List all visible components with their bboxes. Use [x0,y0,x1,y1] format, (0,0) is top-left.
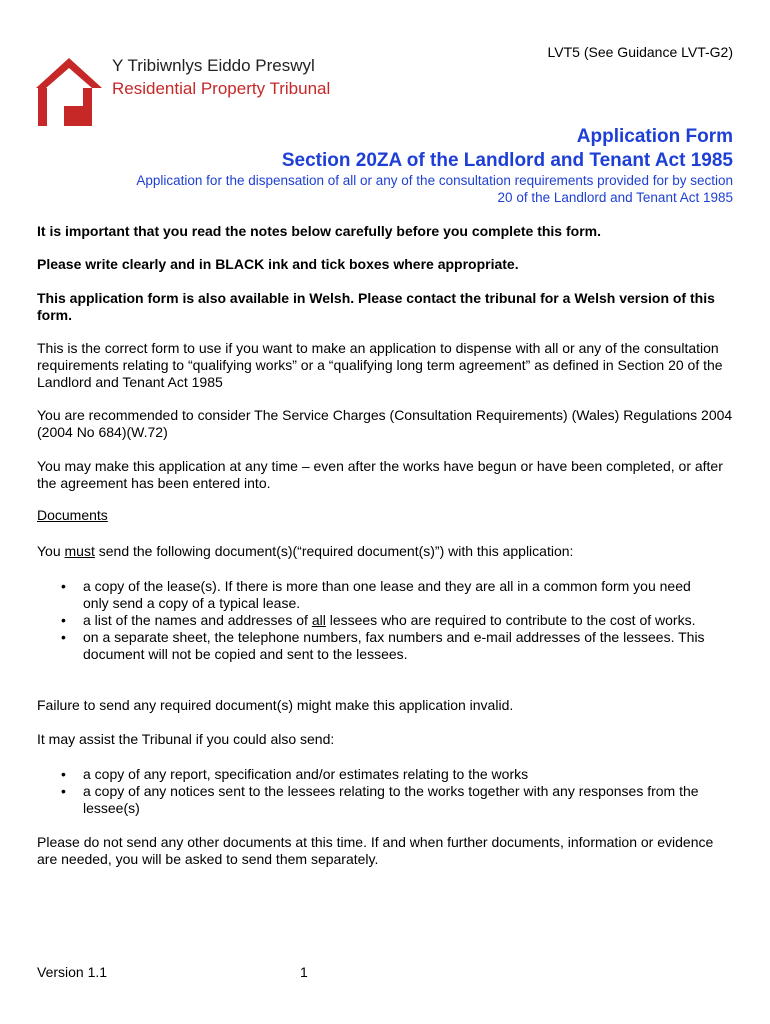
documents-heading: Documents [37,507,108,523]
required-documents-list [57,578,717,663]
form-title: Application Form [576,126,733,147]
logo-right-wall [83,88,92,126]
list-item: • a copy of the lease(s). If there is more than one lease and they are all in a common form you need only send a copy of a typical lease. [57,578,717,612]
documents-must-send [37,543,737,560]
list-item: • a copy of any notices sent to the lessees relating to the works together with any responses from the lessee(s) [57,783,717,817]
must-send-suffix: send the following document(s)(“required document(s)”) with this application: [94,543,574,559]
paragraph-failure: Failure to send any required document(s) might make this application invalid. [37,697,514,713]
paragraph-correct-form: This is the correct form to use if you want to make an application to dispense with all or any of the consultation requirements relating to “qualifying works” or a “qualifying long term agreement” as defined in Section 20 of the Landlord and Tenant Act 1985 [37,340,723,390]
form-reference: LVT5 (See Guidance LVT-G2) [547,44,733,60]
list-item: • a copy of any report, specification and/or estimates relating to the works [57,766,717,783]
must-send-prefix: You [37,543,65,559]
logo-roof [36,58,102,88]
paragraph-any-time: You may make this application at any time – even after the works have begun or have been completed, or after the agreement has been entered into. [37,458,723,491]
list-item: • on a separate sheet, the telephone numbers, fax numbers and e-mail addresses of the lessees. This document will not be copied and sent to the lessees. [57,629,717,663]
subtitle-line-1: Application for the dispensation of all or any of the consultation requirements provided for by section [136,173,733,188]
paragraph-recommended-regulations: You are recommended to consider The Service Charges (Consultation Requirements) (Wales) Regulations 2004 (2004 No 684)(W.72) [37,407,733,440]
notice-read-notes: It is important that you read the notes below carefully before you complete this form. [37,223,601,239]
tribunal-logo-house-icon [36,58,102,128]
list-item [57,612,717,629]
logo-welsh-name: Y Tribiwnlys Eiddo Preswyl [112,56,315,75]
optional-documents-list [57,766,717,817]
list-item-suffix: lessees who are required to contribute to the cost of works. [325,612,696,628]
logo-english-name: Residential Property Tribunal [112,79,331,98]
all-word: all [311,612,326,628]
paragraph-may-assist: It may assist the Tribunal if you could also send: [37,731,335,747]
form-subtitle [23,172,733,206]
logo-block [64,106,83,126]
notice-write-clearly: Please write clearly and in BLACK ink and tick boxes where appropriate. [37,256,519,272]
notice-welsh-version: This application form is also available in Welsh. Please contact the tribunal for a Welsh version of this form. [37,290,715,323]
must-word: must [64,543,95,559]
footer-version: Version 1.1 [37,964,108,980]
paragraph-no-other-documents: Please do not send any other documents at this time. If and when further documents, information or evidence are needed, you will be asked to send them separately. [37,834,714,867]
page-number: 1 [300,964,308,980]
list-item-prefix: a list of the names and addresses of [83,612,312,628]
form-act-title: Section 20ZA of the Landlord and Tenant Act 1985 [281,150,733,171]
subtitle-line-2: 20 of the Landlord and Tenant Act 1985 [497,190,733,205]
logo-left-wall [38,88,47,126]
